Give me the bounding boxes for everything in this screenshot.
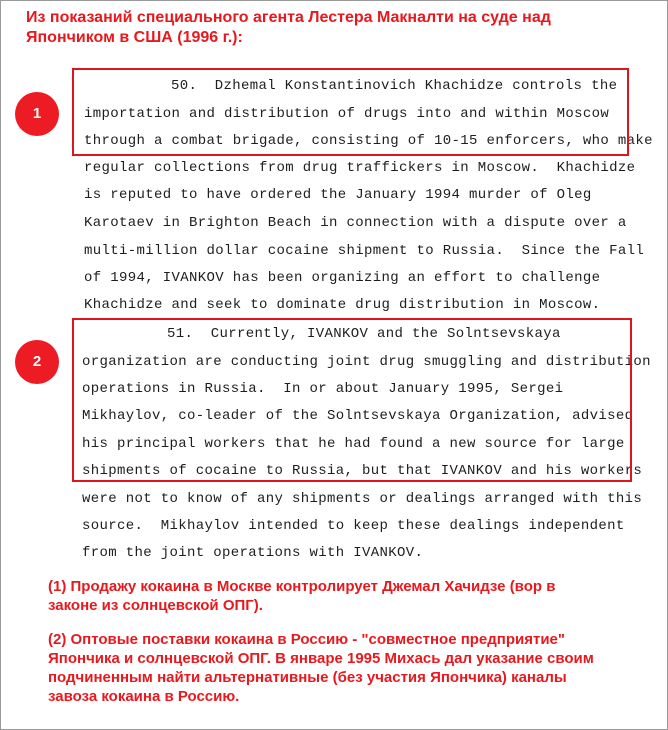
annotation-2-line-3: подчиненным найти альтернативные (без участия Япончика) каналы	[48, 669, 567, 686]
annotation-2	[48, 630, 658, 706]
doc-line: 51. Currently, IVANKOV and the Solntsevskaya	[167, 326, 561, 342]
doc-line: 50. Dzhemal Konstantinovich Khachidze controls the	[171, 78, 618, 94]
doc-line: through a combat brigade, consisting of 10-15 enforcers, who make	[84, 133, 653, 149]
doc-line: his principal workers that he had found a new source for large	[82, 436, 625, 452]
doc-line: from the joint operations with IVANKOV.	[82, 545, 424, 561]
annotation-2-line-4: завоза кокаина в Россию.	[48, 688, 240, 705]
annotation-1	[48, 577, 658, 615]
doc-line: regular collections from drug traffickers in Moscow. Khachidze	[84, 160, 636, 176]
doc-line: Karotaev in Brighton Beach in connection with a dispute over a	[84, 215, 627, 231]
doc-line: were not to know of any shipments or dealings arranged with this	[82, 491, 643, 507]
doc-line: source. Mikhaylov intended to keep these dealings independent	[82, 518, 625, 534]
doc-line: organization are conducting joint drug smuggling and distribution	[82, 354, 651, 370]
doc-line: operations in Russia. In or about January 1995, Sergei	[82, 381, 564, 397]
doc-line: multi-million dollar cocaine shipment to Russia. Since the Fall	[84, 243, 645, 259]
page-heading	[26, 8, 646, 48]
highlight-box-2	[72, 318, 632, 482]
heading-line-2: Япончиком в США (1996 г.):	[26, 29, 243, 46]
marker-badge-2: 2	[15, 340, 59, 384]
annotation-2-line-2: Япончика и солнцевской ОПГ. В январе 1995 Михась дал указание своим	[48, 650, 594, 667]
heading-line-1: Из показаний специального агента Лестера Макналти на суде над	[26, 9, 551, 26]
highlight-box-1	[72, 68, 629, 156]
annotation-1-line-2: законе из солнцевской ОПГ).	[48, 597, 263, 614]
doc-line: of 1994, IVANKOV has been organizing an effort to challenge	[84, 270, 601, 286]
doc-line: Mikhaylov, co-leader of the Solntsevskaya Organization, advised	[82, 408, 634, 424]
annotation-2-line-1: (2) Оптовые поставки кокаина в Россию - "совместное предприятие"	[48, 631, 566, 648]
annotation-1-line-1: (1) Продажу кокаина в Москве контролирует Джемал Хачидзе (вор в	[48, 578, 556, 595]
doc-line: importation and distribution of drugs into and within Moscow	[84, 106, 610, 122]
doc-line: Khachidze and seek to dominate drug distribution in Moscow.	[84, 297, 601, 313]
doc-line: shipments of cocaine to Russia, but that IVANKOV and his workers	[82, 463, 643, 479]
doc-line: is reputed to have ordered the January 1994 murder of Oleg	[84, 187, 592, 203]
marker-badge-1: 1	[15, 92, 59, 136]
